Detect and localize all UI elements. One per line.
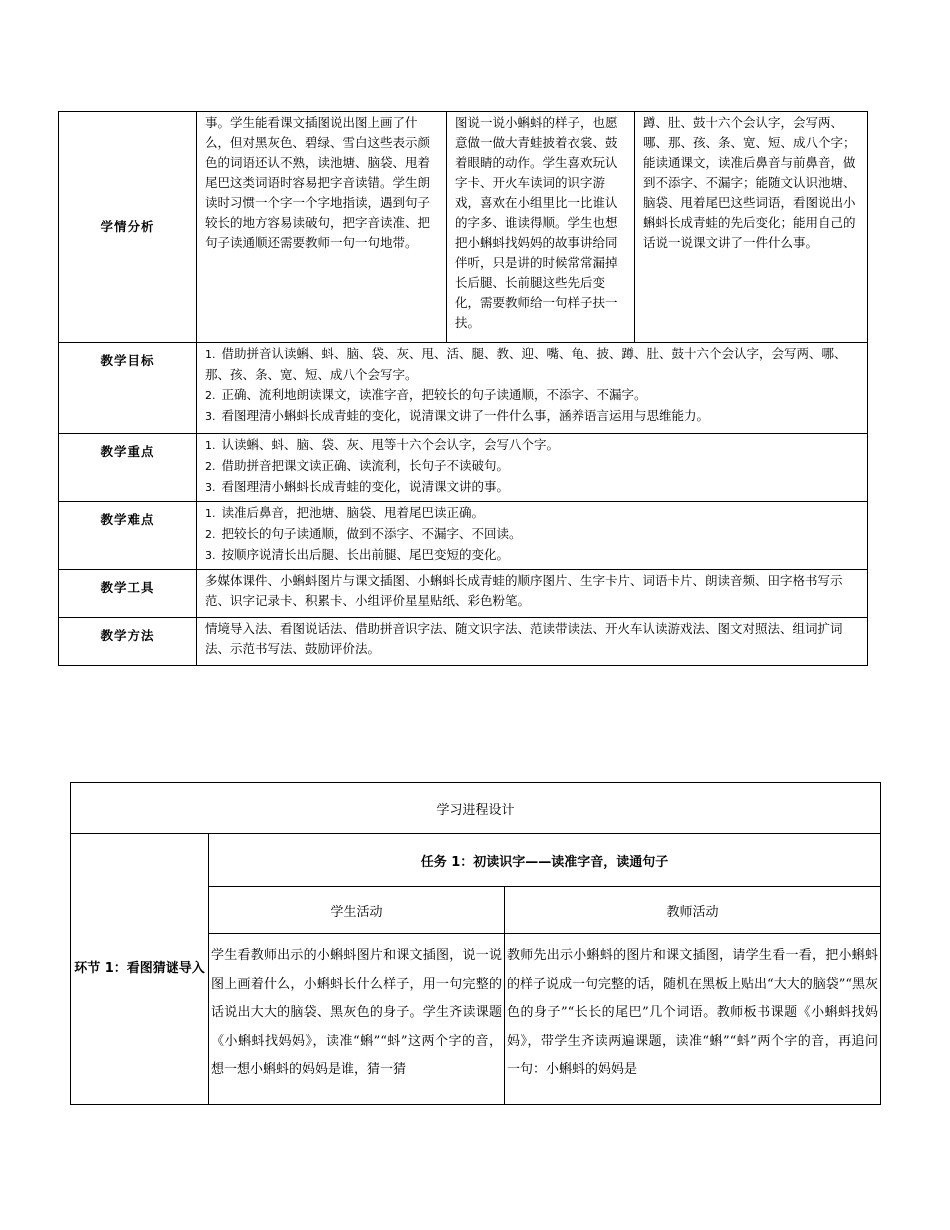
learning-process-table <box>70 782 881 1105</box>
key-points-row <box>59 434 868 502</box>
student-activity-text <box>209 934 505 1105</box>
stage-label: 环节 1：看图猜谜导入 <box>71 834 209 1105</box>
goals-content <box>197 343 868 434</box>
difficulty-item: 2. 把较长的句子读通顺，做到不添字、不漏字、不回读。 <box>205 526 522 541</box>
difficulties-row <box>59 502 868 570</box>
difficulty-item: 3. 按顺序说清长出后腿、长出前腿、尾巴变短的变化。 <box>205 547 510 562</box>
methods-content: 情境导入法、看图说话法、借助拼音识字法、随文识字法、范读带读法、开火车认读游戏法、图文对照法、组词扩词法、示范书写法、鼓励评价法。 <box>197 618 868 666</box>
teacher-activity-text <box>505 934 881 1105</box>
tools-label: 教学工具 <box>59 570 197 618</box>
goals-row <box>59 343 868 434</box>
goal-item: 2. 正确、流利地朗读课文，读准字音，把较长的句子读通顺，不添字、不漏字。 <box>205 387 647 402</box>
key-point-item: 1. 认读蝌、蚪、脑、袋、灰、甩等十六个会认字，会写八个字。 <box>205 437 560 452</box>
process-title-row <box>71 783 881 834</box>
key-point-item: 2. 借助拼音把课文读正确、读流利，长句子不读破句。 <box>205 458 510 473</box>
difficulties-content <box>197 502 868 570</box>
goal-item: 3. 看图理清小蝌蚪长成青蛙的变化，说清课文讲了一件什么事，涵养语言运用与思维能力。 <box>205 408 710 423</box>
student-activity-body: 学生看教师出示的小蝌蚪图片和课文插图，说一说图上画着什么，小蝌蚪长什么样子，用一句完整的话说出大大的脑袋、黑灰色的身子。学生齐读课题《小蝌蚪找妈妈》，读准“蝌”“蚪”这两个字的音，想一想小蝌蚪的妈妈是谁，猜一猜 <box>211 948 502 1077</box>
task-row <box>71 834 881 887</box>
key-points-label: 教学重点 <box>59 434 197 502</box>
difficulty-item: 1. 读准后鼻音，把池塘、脑袋、甩着尾巴读正确。 <box>205 505 485 520</box>
student-activity-header: 学生活动 <box>209 887 505 934</box>
task-title: 任务 1：初读识字——读准字音，读通句子 <box>209 834 881 887</box>
analysis-row <box>59 112 868 343</box>
tools-row <box>59 570 868 618</box>
methods-row <box>59 618 868 666</box>
teacher-activity-header: 教师活动 <box>505 887 881 934</box>
difficulties-label: 教学难点 <box>59 502 197 570</box>
analysis-col-3: 蹲、肚、鼓十六个会认字，会写两、哪、那、孩、条、宽、短、成八个字；能读通课文，读准后鼻音与前鼻音，做到不添字、不漏字；能随文认识池塘、脑袋、甩着尾巴这些词语，看图说出小蝌蚪长成青蛙的先后变化；能用自己的话说一说课文讲了一件什么事。 <box>635 112 868 343</box>
methods-label: 教学方法 <box>59 618 197 666</box>
analysis-col-2: 图说一说小蝌蚪的样子，也愿意做一做大青蛙披着衣裳、鼓着眼睛的动作。学生喜欢玩认字卡、开火车读词的识字游戏，喜欢在小组里比一比谁认的字多、谁读得顺。学生也想把小蝌蚪找妈妈的故事讲给同伴听，只是讲的时候常常漏掉长后腿、长前腿这些先后变化，需要教师给一句样子扶一扶。 <box>447 112 635 343</box>
key-point-item: 3. 看图理清小蝌蚪长成青蛙的变化，说清课文讲的事。 <box>205 479 510 494</box>
tools-content: 多媒体课件、小蝌蚪图片与课文插图、小蝌蚪长成青蛙的顺序图片、生字卡片、词语卡片、朗读音频、田字格书写示范、识字记录卡、积累卡、小组评价星星贴纸、彩色粉笔。 <box>197 570 868 618</box>
lesson-info-table <box>58 111 868 666</box>
teacher-activity-body: 教师先出示小蝌蚪的图片和课文插图，请学生看一看，把小蝌蚪的样子说成一句完整的话，随机在黑板上贴出“大大的脑袋”“黑灰色的身子”“长长的尾巴”几个词语。教师板书课题《小蝌蚪找妈妈》，带学生齐读两遍课题，读准“蝌”“蚪”两个字的音，再追问一句：小蝌蚪的妈妈是 <box>507 948 879 1077</box>
key-points-content <box>197 434 868 502</box>
goal-item: 1. 借助拼音认读蝌、蚪、脑、袋、灰、甩、活、腿、教、迎、嘴、龟、披、蹲、肚、鼓十六个会认字，会写两、哪、那、孩、条、宽、短、成八个会写字。 <box>205 346 847 382</box>
process-title: 学习进程设计 <box>71 783 881 834</box>
goals-label: 教学目标 <box>59 343 197 434</box>
analysis-label: 学情分析 <box>59 112 197 343</box>
analysis-col-1: 事。学生能看课文插图说出图上画了什么，但对黑灰色、碧绿、雪白这些表示颜色的词语还认不熟，读池塘、脑袋、甩着尾巴这类词语时容易把字音读错。学生朗读时习惯一个字一个字地指读，遇到句子较长的地方容易读破句，把字音读准、把句子读通顺还需要教师一句一句地带。 <box>197 112 447 343</box>
